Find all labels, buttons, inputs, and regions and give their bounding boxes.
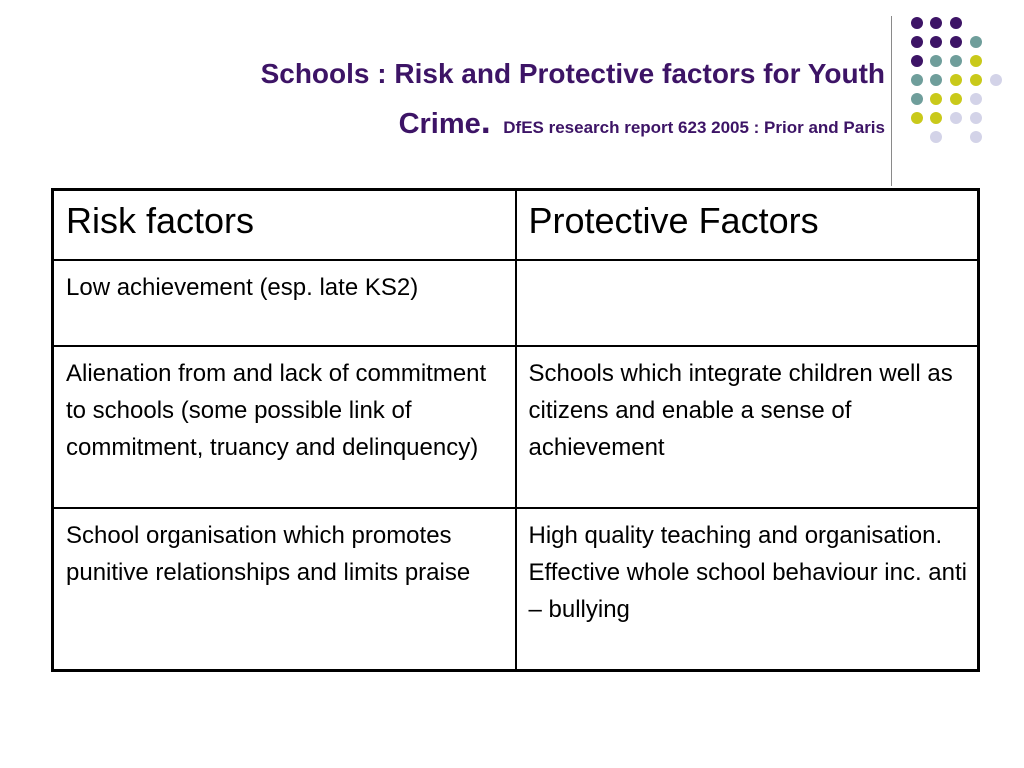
dot <box>911 36 923 48</box>
table-row <box>53 260 979 346</box>
decorative-dot-grid <box>904 14 1014 164</box>
dot <box>970 74 982 86</box>
dot <box>930 93 942 105</box>
table-row <box>53 346 979 508</box>
title-subtitle: DfES research report 623 2005 : Prior and Paris <box>503 118 885 137</box>
title-dot: . <box>480 100 491 141</box>
dot <box>970 112 982 124</box>
dot <box>950 74 962 86</box>
header-protective-factors: Protective Factors <box>516 190 979 261</box>
dot <box>911 112 923 124</box>
protective-cell <box>516 260 979 346</box>
dot <box>930 74 942 86</box>
dot <box>911 55 923 67</box>
dot <box>930 17 942 29</box>
risk-cell: School organisation which promotes punitive relationships and limits praise <box>53 508 516 671</box>
dot <box>970 36 982 48</box>
risk-cell: Low achievement (esp. late KS2) <box>53 260 516 346</box>
dot <box>970 131 982 143</box>
dot <box>950 55 962 67</box>
dot <box>911 74 923 86</box>
title-crime: Crime <box>398 108 481 140</box>
dot <box>970 55 982 67</box>
dot <box>930 131 942 143</box>
dot <box>911 93 923 105</box>
table-row <box>53 508 979 671</box>
dot <box>950 17 962 29</box>
dot <box>990 74 1002 86</box>
dot <box>950 36 962 48</box>
table-header-row <box>53 190 979 261</box>
dot <box>950 112 962 124</box>
dot <box>950 93 962 105</box>
risk-protective-table-container <box>51 188 977 672</box>
slide-title <box>45 52 885 154</box>
dot <box>911 17 923 29</box>
risk-protective-table <box>51 188 980 672</box>
protective-cell: High quality teaching and organisation. Effective whole school behaviour inc. anti – bullying <box>516 508 979 671</box>
dot <box>970 93 982 105</box>
dot <box>930 112 942 124</box>
title-line-2 <box>45 96 885 154</box>
dot <box>930 55 942 67</box>
dot <box>930 36 942 48</box>
risk-cell: Alienation from and lack of commitment to schools (some possible link of commitment, truancy and delinquency) <box>53 346 516 508</box>
title-divider-line <box>891 16 892 186</box>
header-risk-factors: Risk factors <box>53 190 516 261</box>
protective-cell: Schools which integrate children well as citizens and enable a sense of achievement <box>516 346 979 508</box>
title-line-1: Schools : Risk and Protective factors for Youth <box>260 58 885 89</box>
